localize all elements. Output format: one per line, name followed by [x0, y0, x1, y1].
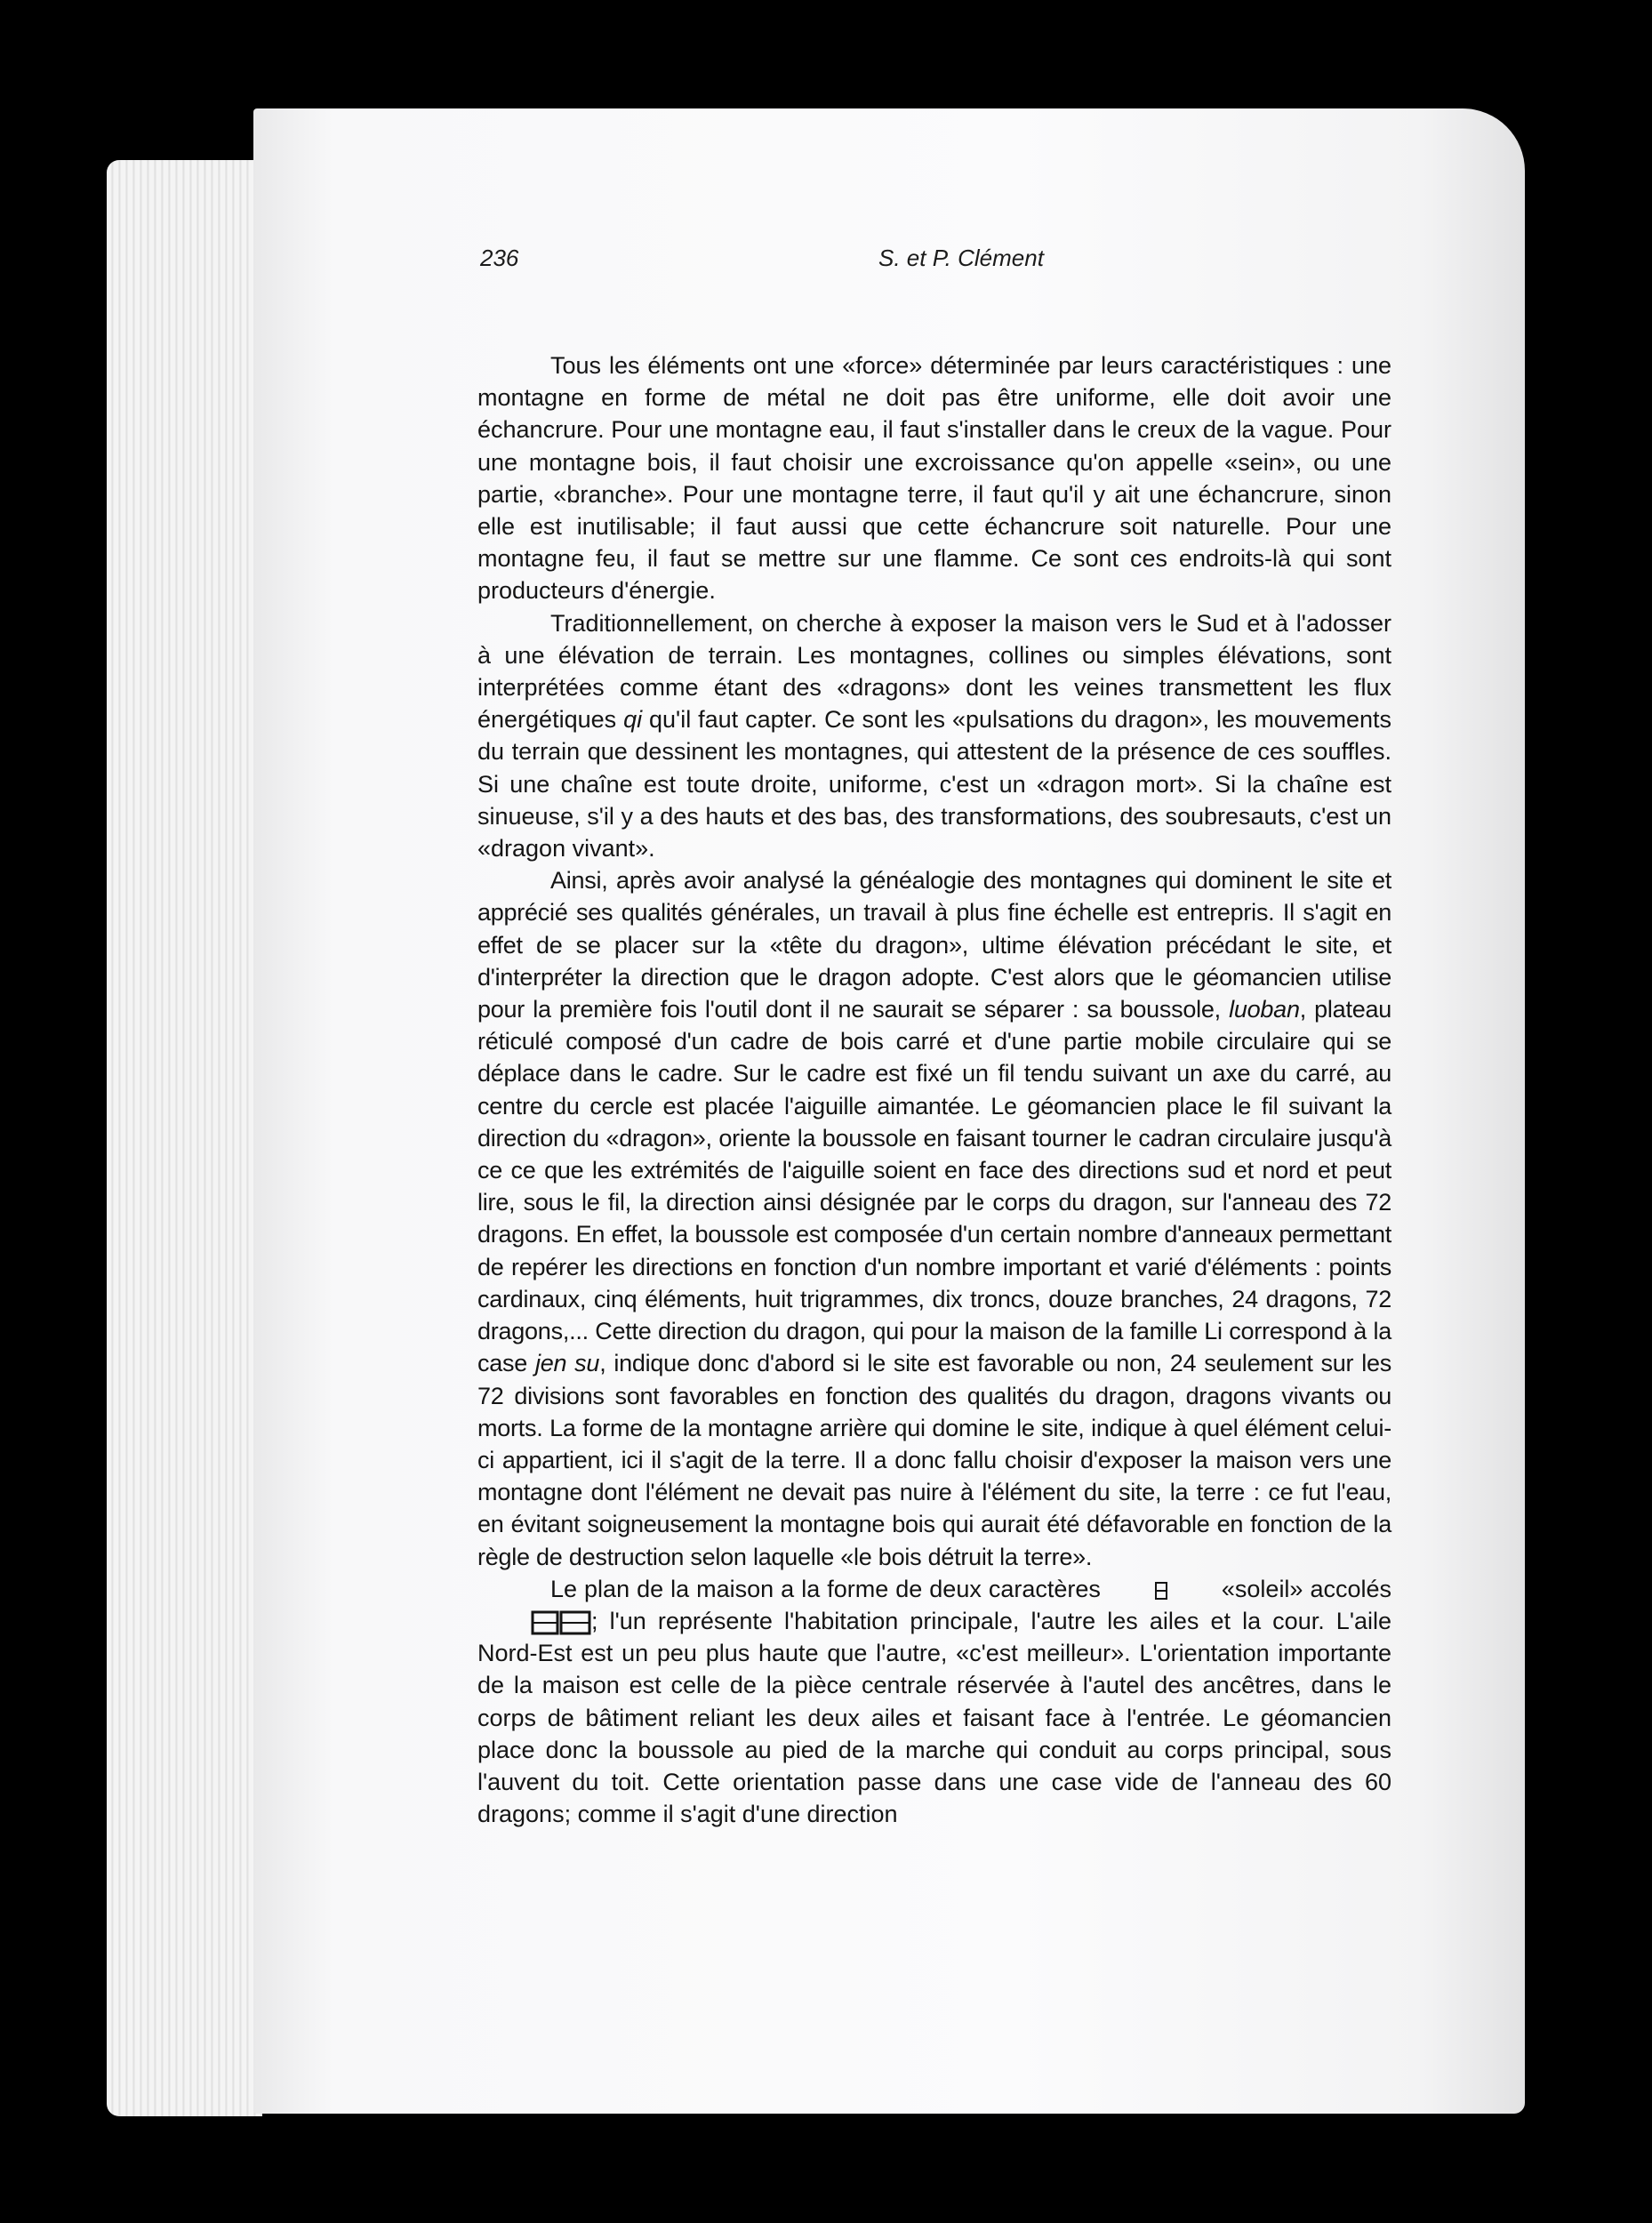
running-head: [480, 245, 1405, 280]
running-head-author: S. et P. Clément: [878, 245, 1044, 271]
book-page-edges: [107, 160, 262, 2116]
paragraph-3: [477, 864, 1391, 1572]
sun-character-glyph: [1154, 1581, 1168, 1601]
paragraph-3-text-c: , indique donc d'abord si le site est favorable ou non, 24 seulement sur les 72 divisions sont favorables en fonction des qualités du dragon, dragons vivants ou morts. La forme de la montagne arrière qui domine le site, indique à quel élément celui-ci appartient, ici il s'agit de la terre. Il a donc fallu choisir d'exposer la maison vers une montagne dont l'élément ne devait pas nuire à l'élément du site, la terre : ce fut l'eau, en évitant soigneusement la montagne bois qui aurait été défavorable en fonction de la règle de destruction selon laquelle «le bois détruit la terre».: [477, 1350, 1391, 1570]
double-sun-plan-icon: [531, 1609, 591, 1636]
paragraph-4: [477, 1573, 1391, 1831]
term-jen-su: jen su: [534, 1350, 600, 1377]
paragraph-4-text-a: Le plan de la maison a la forme de deux caractères: [550, 1575, 1101, 1602]
body-text: [477, 349, 1391, 1830]
paragraph-1-text: Tous les éléments ont une «force» déterminée par leurs caractéristiques : une montagne en forme de métal ne doit pas être uniforme, elle doit avoir une échancrure. Pour une montagne eau, il faut s'installer dans le creux de la vague. Pour une montagne bois, il faut choisir une excroissance qu'on appelle «sein», ou une partie, «branche». Pour une montagne terre, il faut qu'il y ait une échancrure, sinon elle est inutilisable; il faut aussi que cette échancrure soit naturelle. Pour une montagne feu, il faut se mettre sur une flamme. Ce sont ces endroits-là qui sont producteurs d'énergie.: [477, 352, 1391, 605]
paragraph-2: [477, 607, 1391, 865]
paragraph-3-text-a: Ainsi, après avoir analysé la généalogie des montagnes qui dominent le site et apprécié ses qualités générales, un travail à plus fine échelle est entrepris. Il s'agit en effet de se placer sur la «tête du dragon», ultime élévation précédant le site, et d'interpréter la direction que le dragon adopte. C'est alors que le géomancien utilise pour la première fois l'outil dont il ne saurait se séparer : sa boussole,: [477, 867, 1391, 1023]
paragraph-2-text-a: Traditionnellement, on cherche à exposer la maison vers le Sud et à l'adosser à une élévation de terrain. Les montagnes, collines ou simples élévations, sont interprétées comme étant des «dragons» dont les veines transmettent les flux énergétiques: [477, 609, 1391, 734]
paragraph-4-text-c: ; l'un représente l'habitation principale, l'autre les ailes et la cour. L'aile Nord-Est est un peu plus haute que l'autre, «c'est meilleur». L'orientation importante de la maison est celle de la pièce centrale réservée à l'autel des ancêtres, dans le corps de bâtiment reliant les deux ailes et faisant face à l'entrée. Le géomancien place donc la boussole au pied de la marche qui conduit au corps principal, sous l'auvent du toit. Cette orientation passe dans une case vide de l'anneau des 60 dragons; comme il s'agit d'une direction: [477, 1607, 1391, 1828]
paragraph-2-text-b: qu'il faut capter. Ce sont les «pulsations du dragon», les mouvements du terrain que dessinent les montagnes, qui attestent de la présence de ces souffles. Si une chaîne est toute droite, uniforme, c'est un «dragon mort». Si la chaîne est sinueuse, s'il y a des hauts et des bas, des transformations, des soubresauts, c'est un «dragon vivant».: [477, 706, 1391, 863]
term-luoban: luoban: [1229, 996, 1300, 1023]
page-number: 236: [480, 245, 519, 271]
paragraph-4-text-b: «soleil» accolés: [1221, 1575, 1392, 1602]
paragraph-3-text-b: , plateau réticulé composé d'un cadre de bois carré et d'une partie mobile circulaire qui se déplace dans le cadre. Sur le cadre est fixé un fil tendu suivant un axe du carré, au centre du cercle est placée l'aiguille aimantée. Le géomancien place le fil suivant la direction du «dragon», oriente la boussole en faisant tourner le cadran circulaire jusqu'à ce ce que les extrémités de l'aiguille soient en face des directions sud et nord et peut lire, sous le fil, la direction ainsi désignée par le corps du dragon, sur l'anneau des 72 dragons. En effet, la boussole est composée d'un certain nombre d'anneaux permettant de repérer les directions en fonction d'un nombre important et varié d'éléments : points cardinaux, cinq éléments, huit trigrammes, dix troncs, douze branches, 24 dragons, 72 dragons,... Cette direction du dragon, qui pour la maison de la famille Li correspond à la case: [477, 996, 1392, 1377]
term-qi: qi: [623, 706, 643, 734]
paragraph-1: [477, 349, 1391, 607]
